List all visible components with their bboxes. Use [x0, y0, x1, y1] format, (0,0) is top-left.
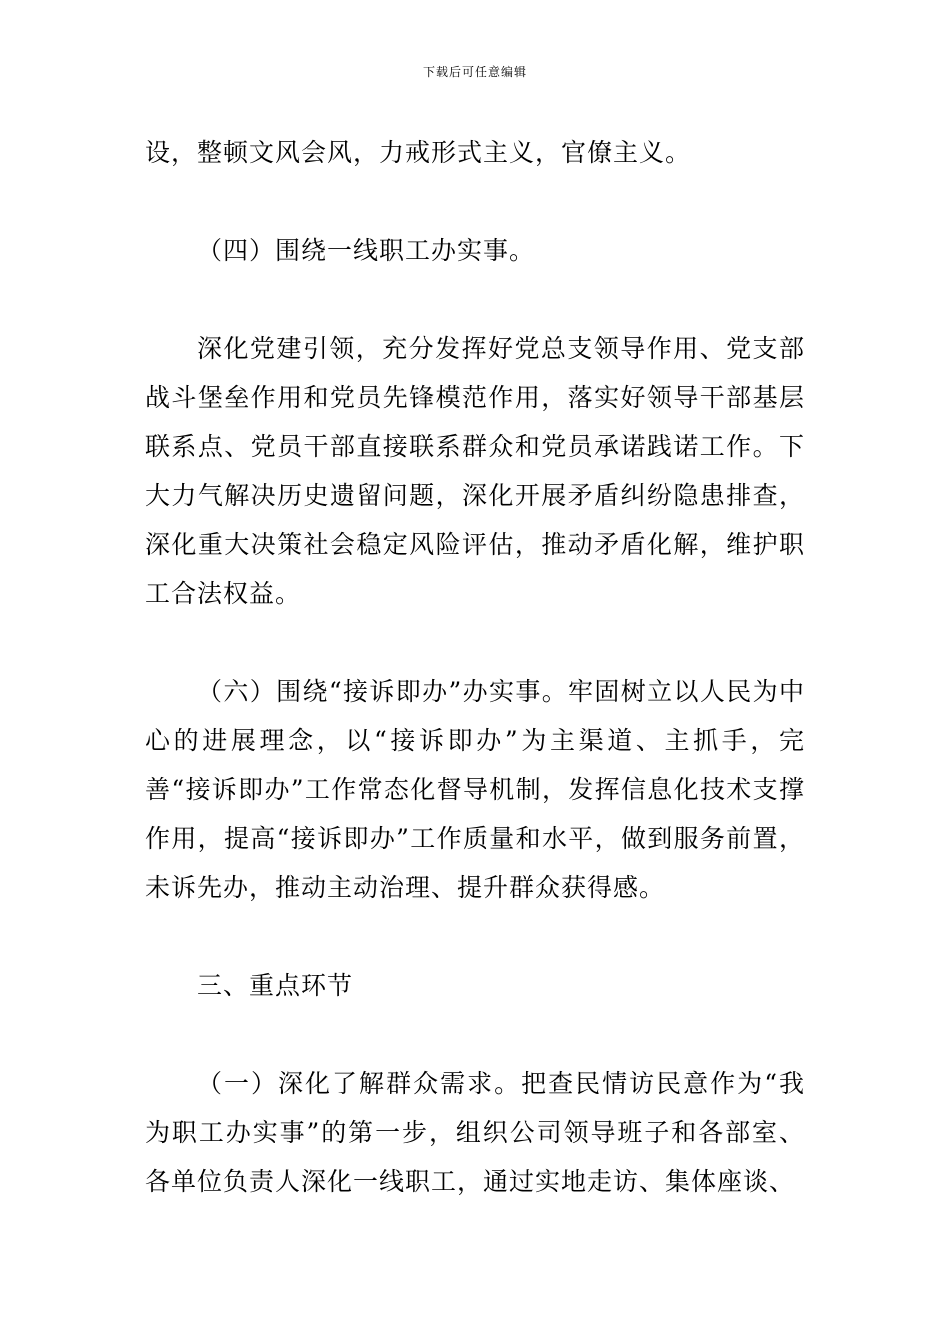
page-header: 下载后可任意编辑 — [422, 65, 527, 79]
paragraph-party-building: 深化党建引领，充分发挥好党总支领导作用、党支部战斗堡垒作用和党员先锋模范作用，落实好领导干部基层联系点、党员干部直接联系群众和党员承诺践诺工作。下大力气解决历史遗留问题，深化开展矛盾纠纷隐患排查，深化重大决策社会稳定风险评估，推动矛盾化解，维护职工合法权益。 — [145, 334, 805, 608]
paragraph-section-6: （六）围绕“接诉即办”办实事。牢固树立以人民为中心的进展理念，以“接诉即办”为主渠道、主抓手，完善“接诉即办”工作常态化督导机制，发挥信息化技术支撑作用，提高“接诉即办”工作质量和水平，做到服务前置，未诉先办，推动主动治理、提升群众获得感。 — [145, 677, 805, 902]
paragraph-gap — [145, 177, 805, 226]
paragraph-gap — [145, 912, 805, 961]
paragraph-gap — [145, 1010, 805, 1059]
paragraph-section-1: （一）深化了解群众需求。把查民情访民意作为“我为职工办实事”的第一步，组织公司领导班子和各部室、各单位负责人深化一线职工，通过实地走访、集体座谈、 — [145, 1069, 805, 1196]
paragraph-continuation: 设，整顿文风会风，力戒形式主义，官僚主义。 — [145, 138, 692, 167]
document-body — [145, 128, 805, 1206]
section-heading-4: （四）围绕一线职工办实事。 — [197, 236, 536, 265]
paragraph-gap — [145, 618, 805, 667]
paragraph-gap — [145, 275, 805, 324]
section-heading-key-links: 三、重点环节 — [197, 971, 354, 1000]
